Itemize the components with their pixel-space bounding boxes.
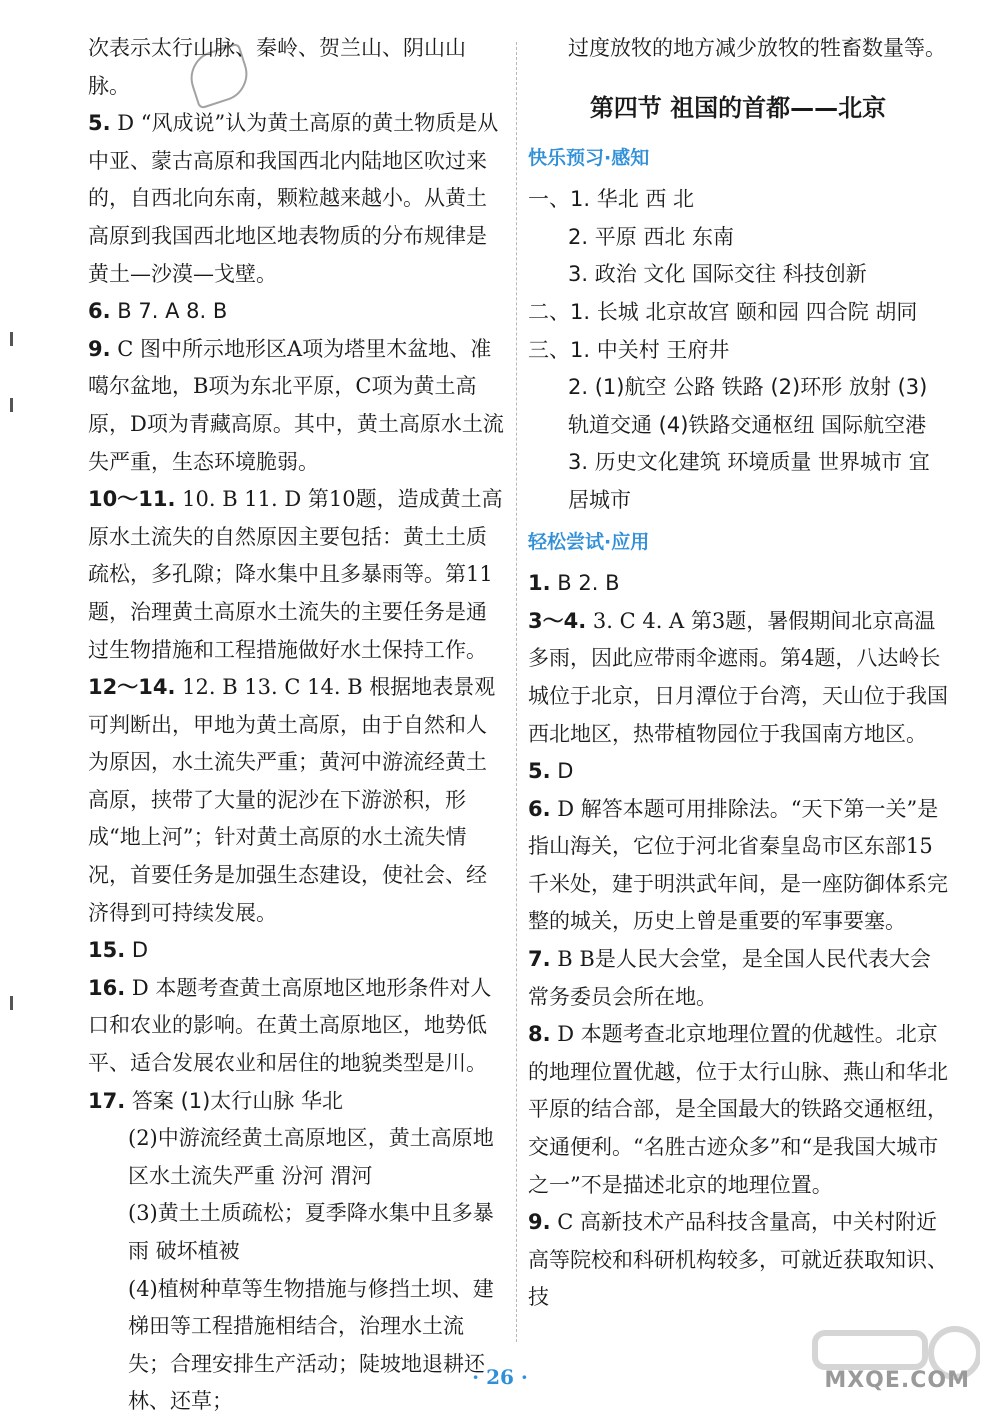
practice-item: 1. B 2. B	[528, 571, 620, 596]
column-divider	[516, 42, 517, 1342]
right-column	[528, 30, 948, 1317]
answer-subitem: (3)黄土土质疏松；夏季降水集中且多暴雨 破坏植被	[128, 1201, 494, 1263]
answer-item: 16. D 本题考查黄土高原地区地形条件对人口和农业的影响。在黄土高原地区，地势低平、适合发展农业和居住的地貌类型是川。	[88, 975, 492, 1076]
practice-item: 9. C 高新技术产品科技含量高，中关村附近高等院校和科研机构较多，可就近获取知识、技	[528, 1210, 948, 1310]
watermark-text: MXQE.COM	[824, 1368, 970, 1393]
practice-item: 5. D	[528, 759, 574, 784]
preview-item: 3. 政治 文化 国际交往 科技创新	[568, 262, 867, 287]
preview-item: 三、1. 中关村 王府井	[528, 337, 730, 362]
answer-item: 5. D “风成说”认为黄土高原的黄土物质是从中亚、蒙古高原和我国西北内陆地区吹过来的，自西北向东南，颗粒越来越小。从黄土高原到我国西北地区地表物质的分布规律是黄土—沙漠—戈壁。	[88, 111, 499, 286]
section-tag-practice: 轻松尝试·应用	[528, 530, 650, 553]
left-column	[88, 30, 504, 1421]
preview-item: 3. 历史文化建筑 环境质量 世界城市 宜居城市	[568, 450, 930, 512]
section-tag-preview: 快乐预习·感知	[528, 146, 650, 169]
section-title: 第四节 祖国的首都——北京	[589, 93, 887, 122]
answer-item: 次表示太行山脉、秦岭、贺兰山、阴山山脉。	[88, 36, 466, 98]
answer-item: 15. D	[88, 938, 149, 963]
margin-mark	[10, 332, 13, 346]
answer-subitem: (4)植树种草等生物措施与修挡土坝、建梯田等工程措施相结合，治理水土流失；合理安排生产活动；陡坡地退耕还林、还草；	[128, 1276, 494, 1414]
continued-text: 过度放牧的地方减少放牧的牲畜数量等。	[568, 36, 946, 60]
answer-item: 9. C 图中所示地形区A项为塔里木盆地、准噶尔盆地，B项为东北平原，C项为黄土高原，D项为青藏高原。其中，黄土高原水土流失严重，生态环境脆弱。	[88, 336, 504, 474]
margin-mark	[10, 398, 13, 412]
answer-item: 6. B 7. A 8. B	[88, 299, 228, 324]
practice-item: 6. D 解答本题可用排除法。“天下第一关”是指山海关，它位于河北省秦皇岛市区东部15千米处，建于明洪武年间，是一座防御体系完整的城关，历史上曾是重要的军事要塞。	[528, 796, 948, 934]
page-number: · 26 ·	[472, 1365, 528, 1389]
answer-item: 17. 答案 (1)太行山脉 华北	[88, 1088, 343, 1113]
answer-item: 12～14. 12. B 13. C 14. B 根据地表景观可判断出，甲地为黄土高原，由于自然和人为原因，水土流失严重；黄河中游流经黄土高原，挟带了大量的泥沙在下游淤积，形成“地上河”；针对黄土高原的水土流失情况，首要任务是加强生态建设，使社会、经济得到可持续发展。	[88, 675, 496, 925]
practice-item: 7. B B是人民大会堂，是全国人民代表大会常务委员会所在地。	[528, 947, 931, 1009]
preview-item: 2. 平原 西北 东南	[568, 224, 735, 249]
answer-item: 10～11. 10. B 11. D 第10题，造成黄土高原水土流失的自然原因主要包括：黄土土质疏松，多孔隙；降水集中且多暴雨等。第11题，治理黄土高原水土流失的主要任务是通过生物措施和工程措施做好水土保持工作。	[88, 487, 503, 662]
preview-item: 二、1. 长城 北京故宫 颐和园 四合院 胡同	[528, 299, 918, 324]
preview-item: 2. (1)航空 公路 铁路 (2)环形 放射 (3)轨道交通 (4)铁路交通枢纽 国际航空港	[568, 375, 928, 437]
practice-item: 8. D 本题考查北京地理位置的优越性。北京的地理位置优越，位于太行山脉、燕山和华北平原的结合部，是全国最大的铁路交通枢纽，交通便利。“名胜古迹众多”和“是我国大城市之一”不是描述北京的地理位置。	[528, 1022, 948, 1197]
answer-subitem: (2)中游流经黄土高原地区，黄土高原地区水土流失严重 汾河 渭河	[128, 1126, 494, 1188]
practice-item: 3～4. 3. C 4. A 第3题，暑假期间北京高温多雨，因此应带雨伞遮雨。第4题，八达岭长城位于北京，日月潭位于台湾，天山位于我国西北地区，热带植物园位于我国南方地区。	[528, 608, 948, 746]
preview-item: 一、1. 华北 西 北	[528, 187, 695, 212]
margin-mark	[10, 996, 13, 1010]
